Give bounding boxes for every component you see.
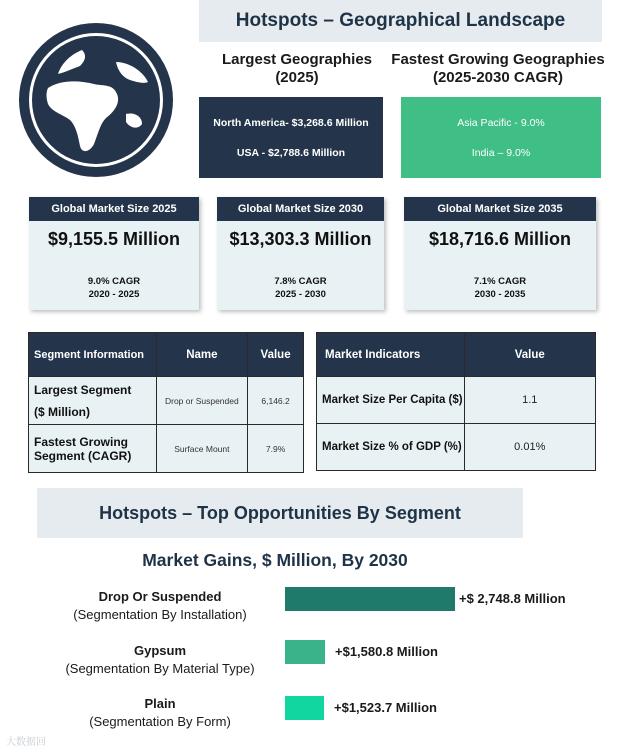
card-title: Global Market Size 2030 <box>217 197 384 221</box>
bar-gypsum <box>285 640 325 664</box>
indicator-value: 1.1 <box>464 377 595 424</box>
indicator-label: Market Size % of GDP (%) <box>317 424 465 471</box>
column-header: Value <box>248 333 304 377</box>
card-value: $18,716.6 Million <box>428 229 572 249</box>
card-value: $13,303.3 Million <box>229 229 372 249</box>
cagr-period: 2020 - 2025 <box>88 289 140 300</box>
segment-information-table <box>28 332 304 473</box>
indicator-value: 0.01% <box>464 424 595 471</box>
geo-item: North America- $3,268.6 Million <box>213 116 369 129</box>
segment-label <box>29 377 157 425</box>
card-title: Global Market Size 2025 <box>29 197 199 221</box>
segment-value: 7.9% <box>248 425 304 473</box>
cagr-period: 2030 - 2035 <box>474 289 526 300</box>
column-header: Segment Information <box>29 333 157 377</box>
geo-item: Asia Pacific - 9.0% <box>457 116 545 129</box>
geo-item: India – 9.0% <box>471 146 531 159</box>
category-name: Drop Or Suspended <box>98 589 222 604</box>
fastest-geographies-box <box>401 97 601 178</box>
cagr-text: 9.0% CAGR <box>87 276 141 287</box>
largest-geographies-box <box>199 97 383 178</box>
bar-drop-or-suspended <box>285 587 455 611</box>
category-subtitle: (Segmentation By Material Type) <box>65 661 255 676</box>
card-cagr <box>404 275 596 301</box>
chart-title: Market Gains, $ Million, By 2030 <box>142 550 408 570</box>
category-label <box>40 588 280 624</box>
segment-name: Drop or Suspended <box>156 377 248 425</box>
data-label: +$1,523.7 Million <box>334 700 437 715</box>
market-size-card-2035 <box>404 197 596 310</box>
card-value: $9,155.5 Million <box>47 229 181 249</box>
largest-geographies-heading: Largest Geographies (2025) <box>221 51 373 86</box>
segment-label-unit: ($ Million) <box>34 404 90 419</box>
column-header: Name <box>156 333 248 377</box>
table-row <box>29 425 304 473</box>
segment-label-line: Largest Segment <box>34 382 132 397</box>
column-header: Value <box>464 333 595 377</box>
market-size-card-2025 <box>29 197 199 310</box>
category-subtitle: (Segmentation By Form) <box>89 714 231 729</box>
bar-plain <box>285 696 324 720</box>
card-cagr <box>29 275 199 301</box>
opportunities-title: Hotspots – Top Opportunities By Segment <box>37 488 523 538</box>
market-indicators-table <box>316 332 596 471</box>
table-row <box>317 377 596 424</box>
watermark: 大数据回 <box>6 737 46 748</box>
table-header-row <box>317 333 596 377</box>
category-subtitle: (Segmentation By Installation) <box>73 607 247 622</box>
category-label <box>40 642 280 678</box>
card-title: Global Market Size 2035 <box>404 197 596 221</box>
cagr-text: 7.8% CAGR <box>274 276 327 287</box>
table-header-row <box>29 333 304 377</box>
segment-label: Fastest Growing Segment (CAGR) <box>29 425 157 473</box>
fastest-geographies-heading: Fastest Growing Geographies (2025-2030 CAGR) <box>391 51 605 86</box>
market-size-card-2030 <box>217 197 384 310</box>
page-title: Hotspots – Geographical Landscape <box>199 0 602 42</box>
column-header: Market Indicators <box>317 333 465 377</box>
category-name: Gypsum <box>133 643 186 658</box>
cagr-text: 7.1% CAGR <box>473 276 527 287</box>
globe-icon <box>18 22 174 178</box>
cagr-period: 2025 - 2030 <box>275 289 326 300</box>
table-row <box>29 377 304 425</box>
card-cagr <box>217 275 384 301</box>
category-name: Plain <box>144 696 176 711</box>
table-row <box>317 424 596 471</box>
data-label: +$1,580.8 Million <box>335 644 438 659</box>
segment-value: 6,146.2 <box>248 377 304 425</box>
category-label <box>40 695 280 731</box>
segment-name: Surface Mount <box>156 425 248 473</box>
data-label: +$ 2,748.8 Million <box>459 591 566 606</box>
indicator-label: Market Size Per Capita ($) <box>317 377 465 424</box>
geo-item: USA - $2,788.6 Million <box>236 146 346 159</box>
